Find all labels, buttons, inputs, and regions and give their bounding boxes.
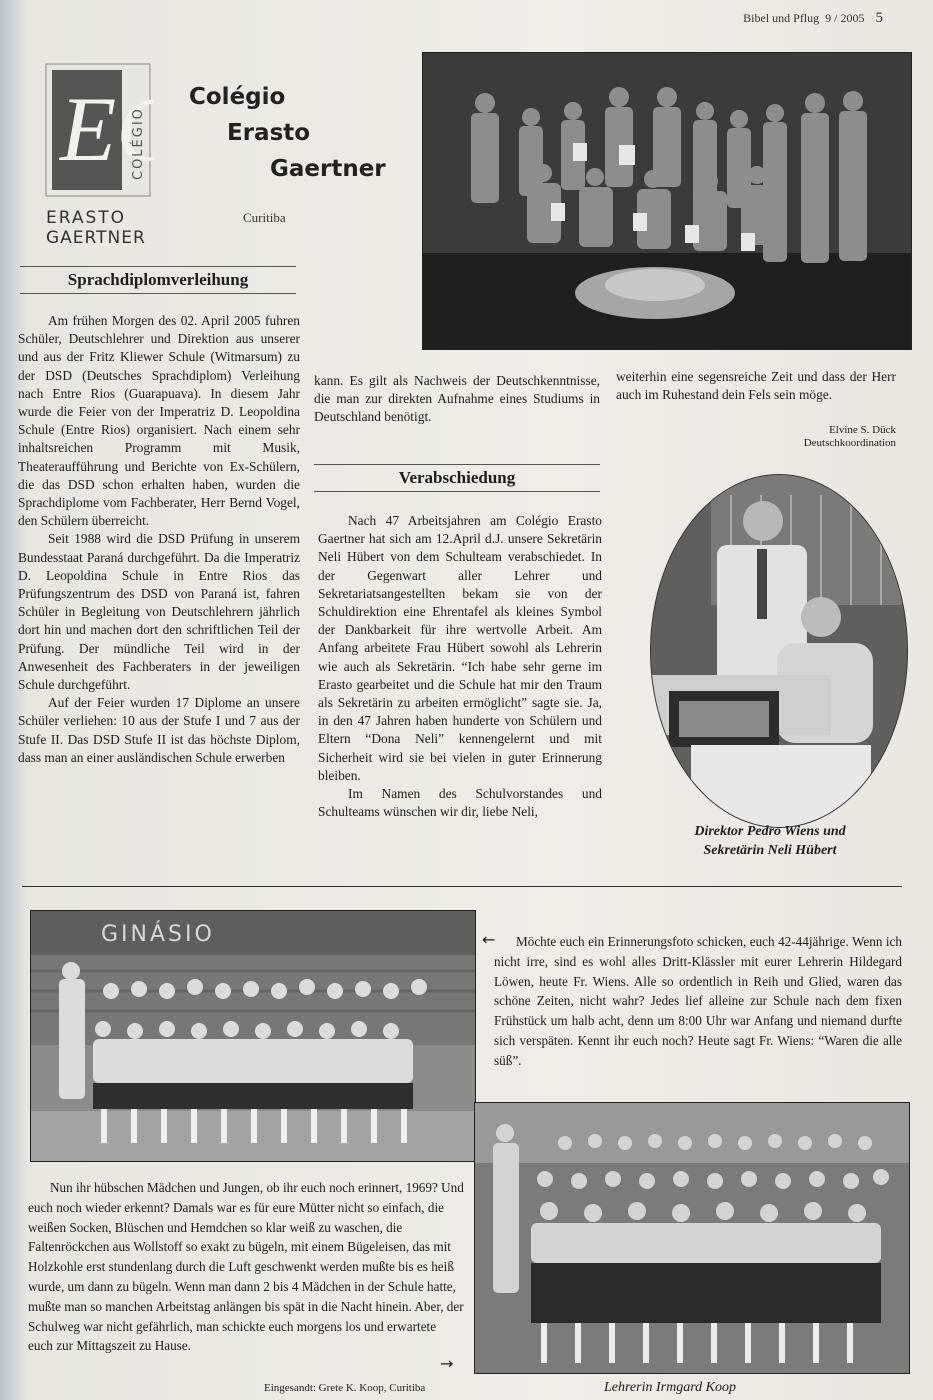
class-photo-1969 — [30, 910, 476, 1162]
section-heading-verabschiedung: Verabschiedung — [314, 464, 600, 492]
signature-name: Elvine S. Dück — [829, 424, 896, 436]
page-number: 5 — [875, 10, 883, 26]
logo-word-erasto: ERASTO — [46, 208, 127, 228]
arrow-right-icon: → — [440, 1354, 454, 1373]
article-paragraph: Möchte euch ein Erinnerungsfoto schicken, euch 42-44jährige. Wenn ich nicht irre, sind es wohl alles Dritt-Klässler mit eurer Lehrerin Hildegard Löwen, heute Fr. Wiens. Alle so ordentlich in Reih und Glied, waren das schöne Zeiten, nicht wahr? Jedes lief alleine zur Schule nach dem fixen Frühstück um halb acht, denn um 8:00 Uhr war Anfang und niemand durfte sich verspäten. Kennt ihr euch noch? Heute sagt Fr. Wiens: “Waren die alle süß”. — [494, 934, 902, 1068]
diploma-group-photo — [422, 52, 912, 350]
caption-line: Direktor Pedro Wiens und — [694, 824, 846, 839]
article-column-2 — [318, 512, 602, 821]
logo-vertical-text: COLÉGIO — [131, 107, 146, 180]
school-name-line3: Gaertner — [270, 156, 386, 182]
signature-role: Deutschkoordination — [803, 437, 896, 449]
section-heading-sprachdiplom: Sprachdiplomverleihung — [20, 266, 296, 294]
page-header — [743, 10, 883, 27]
article-paragraph: Seit 1988 wird die DSD Prüfung in unserem Bundesstaat Paraná durchgeführt. Da die Imperatriz D. Leopoldina Schule in Entre Rios das Prüfungszentrum des DSD von Paraná ist, fahren Schüler in Begleitung von Deutschlehrern jährlich dort hin und machen dort den schriftlichen Teil der Prüfung. Der mündliche Teil wird in der Anwesenheit des Fachberaters in der jeweiligen Schule durchgeführt. — [18, 531, 300, 693]
article-paragraph: Nach 47 Arbeitsjahren am Colégio Erasto Gaertner hat sich am 12.April d.J. unsere Sekretärin Neli Hübert von dem Schulteam verabschiedet. In der Gegenwart aller Lehrer und Sekretariatsangestellten bekam sie von der Schuldirektion eine Ehrentafel als kleines Symbol der Dankbarkeit für ihre wertvolle Arbeit. Am Anfang arbeitete Frau Hübert sowohl als Lehrerin wie auch als Sekretärin. “Ich habe sehr gerne im Erasto gearbeitet und die Schule hat mir den Traum als Sekretärin zu arbeiten ermöglicht” sagte sie. Ja, in den 47 Jahren haben hunderte von Schülern und Eltern “Dona Neli” kennengelernt und mit Sicherheit wird sie bei vielen in guter Erinnerung bleiben. — [318, 513, 602, 783]
article-paragraph: Auf der Feier wurden 17 Diplome an unsere Schüler verliehen: 10 aus der Stufe I und 7 aus der Stufe II. Das DSD Stufe II ist das höchste Diplom, dass man an einer ausländischen Schule erwerben — [18, 695, 300, 765]
article-paragraph: kann. Es gilt als Nachweis der Deutschkenntnisse, die man zur direkten Aufnahme eines Studiums in Deutschland benötigt. — [314, 373, 600, 425]
article-paragraph: weiterhin eine segensreiche Zeit und dass der Herr auch im Ruhestand dein Fels sein möge. — [616, 369, 896, 403]
farewell-photo-caption — [650, 822, 890, 860]
article-column-1 — [18, 312, 300, 767]
caption-line: Sekretärin Neli Hübert — [703, 843, 837, 858]
publication-name: Bibel und Pflug — [743, 11, 820, 25]
farewell-photo — [650, 474, 908, 828]
logo-word-gaertner: GAERTNER — [46, 228, 146, 248]
logo-monogram-text: E — [60, 78, 117, 180]
memory-text-left — [28, 1178, 464, 1356]
section-divider — [22, 886, 902, 887]
article-paragraph: Am frühen Morgen des 02. April 2005 fuhren Schüler, Deutschlehrer und Direktion aus unserer und aus der Fritz Kliewer Schule (Witmarsum) zu der DSD (Deutsches Sprachdiplom) Verleihung nach Entre Rios (Guarapuava). In diesem Jahr wurde die Feier von der Imperatriz D. Leopoldina Schule (Entre Rios) organisiert. Nach einem sehr inhaltsreichen Programm mit Musik, Theateraufführung und Berichte von Ex-Schülern, die das DSD schon erhalten haben, wurden die Sprachdiplome vom Fachberater, Herr Bernd Vogel, den Schülern überreicht. — [18, 313, 300, 529]
school-name-line2: Erasto — [227, 120, 311, 146]
signature — [700, 424, 896, 450]
issue-number: 9 / 2005 — [825, 11, 865, 25]
logo-monogram-icon — [42, 62, 154, 200]
school-name-line1: Colégio — [189, 84, 286, 110]
article-paragraph: Im Namen des Schulvorstandes und Schulteams wünschen wir dir, liebe Neli, — [318, 786, 602, 820]
memory-text-right — [494, 932, 902, 1071]
article-paragraph: Nun ihr hübschen Mädchen und Jungen, ob ihr euch noch erinnert, 1969? Und euch noch wieder erkennt? Damals war es für eure Mütter nicht so einfach, die weißen Socken, Blüschen und Hemdchen so klar weiß zu waschen, die Faltenröckchen aus Wollstoff so exakt zu bügeln, mit einem Bügeleisen, das mit Holzkohle erst stundenlang durch die Luft geschwenkt werden mußte bis es heiß wurde, um dann zu bügeln. Wenn man dann 2 bis 4 Mädchen in der Schule hatte, mußte man so manchen Arbeitstag anlängen bis spät in die Nacht hinein. Aber, der Schulweg war nicht gefährlich, man schickte euch morgens los und erwartete euch zur Mittagszeit zu Hause. — [28, 1180, 464, 1354]
article-column-2-top — [314, 372, 600, 427]
city-label: Curitiba — [243, 210, 286, 225]
class-photo-caption: Lehrerin Irmgard Koop — [604, 1380, 736, 1395]
school-logo — [42, 62, 160, 250]
gym-sign-text: GINÁSIO — [101, 922, 215, 947]
submitted-by: Eingesandt: Grete K. Koop, Curitiba — [264, 1382, 426, 1394]
arrow-left-icon: ← — [482, 930, 496, 949]
article-column-3-top — [616, 368, 896, 404]
class-photo-koop — [474, 1102, 910, 1374]
